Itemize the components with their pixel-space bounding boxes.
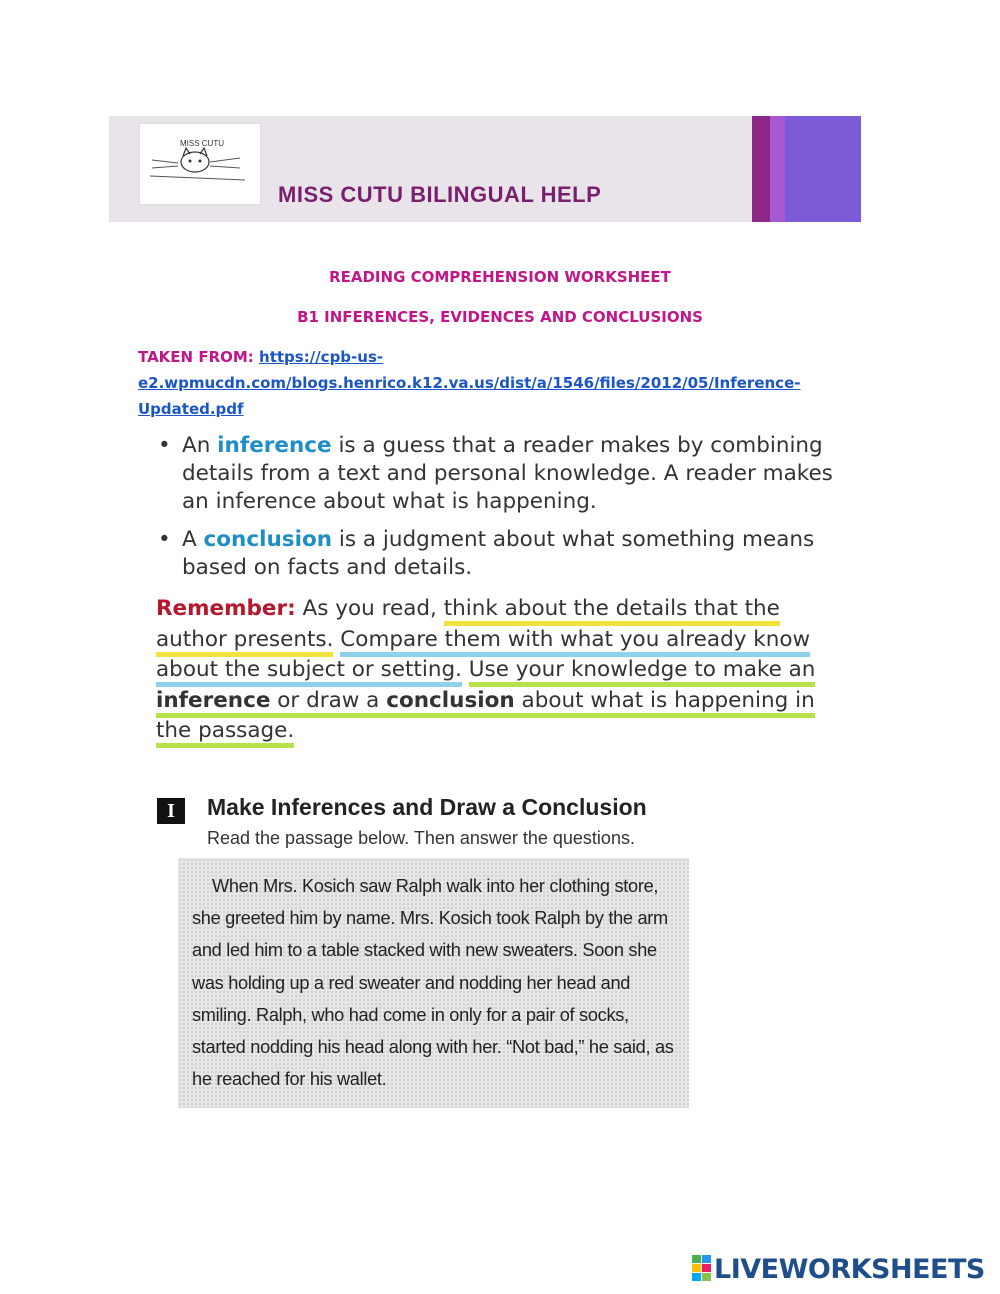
exercise-number: I [157,798,185,824]
source-label: TAKEN FROM: [138,348,260,366]
source-line [138,344,838,422]
definitions [158,432,858,592]
highlight-green: Use your knowledge to make an [469,657,816,687]
term-inference: inference [217,433,332,458]
worksheet-title: READING COMPREHENSION WORKSHEET [329,268,671,286]
highlight-green: about what is happening in the passage. [156,688,815,749]
remember-label: Remember: [156,596,296,621]
bullet-icon: • [158,433,171,458]
reading-passage [178,858,689,1108]
bold-inference: inference [156,688,270,718]
accent-stripe [770,116,785,222]
header-banner [109,116,861,222]
exercise-title: Make Inferences and Draw a Conclusion [207,794,647,820]
brand-title: MISS CUTU BILINGUAL HELP [278,182,602,207]
exercise-instructions: Read the passage below. Then answer the questions. [207,828,635,848]
definition-text: is a judgment about what something means based on facts and details. [182,527,815,580]
definition-item [158,432,858,516]
highlight-blue: Compare them with what you already know about the subject or setting. [156,627,810,688]
definition-text: is a guess that a reader makes by combining details from a text and personal knowledge. A reader makes an inference about what is happening. [182,433,833,514]
worksheet-subtitle: B1 INFERENCES, EVIDENCES AND CONCLUSIONS [297,308,703,326]
highlight-green: or draw a [270,688,386,718]
passage-text: When Mrs. Kosich saw Ralph walk into her clothing store, she greeted him by name. Mrs. Kosich took Ralph by the arm and led him to a table stacked with new sweaters. Soon she was holding up a red sweater and nodding her head and smiling. Ralph, who had come in only for a pair of socks, started nodding his head along with her. “Not bad,” he said, as he reached for his wallet. [192,876,674,1090]
logo-text: MISS CUTU [180,139,224,148]
definition-item [158,526,858,582]
highlight-yellow: think about the details that the author presents. [156,596,780,657]
accent-stripe [752,116,770,222]
logo [139,123,261,205]
definition-text: A [182,527,204,552]
remember-text: As you read, [295,596,444,621]
liveworksheets-text: LIVEWORKSHEETS [714,1253,985,1285]
accent-stripe [785,116,861,222]
term-conclusion: conclusion [203,527,333,552]
source-link[interactable]: https://cpb-us-e2.wpmucdn.com/blogs.henrico.k12.va.us/dist/a/1546/files/2012/05/Inference-Updated.pdf [138,348,801,418]
remember-note [156,594,856,747]
liveworksheets-brand[interactable] [692,1252,985,1286]
bullet-icon: • [158,527,171,552]
liveworksheets-logo-icon [692,1255,712,1283]
cat-logo-icon [140,124,260,204]
remember-text [462,657,469,682]
bold-conclusion: conclusion [386,688,515,718]
definition-text: An [182,433,218,458]
